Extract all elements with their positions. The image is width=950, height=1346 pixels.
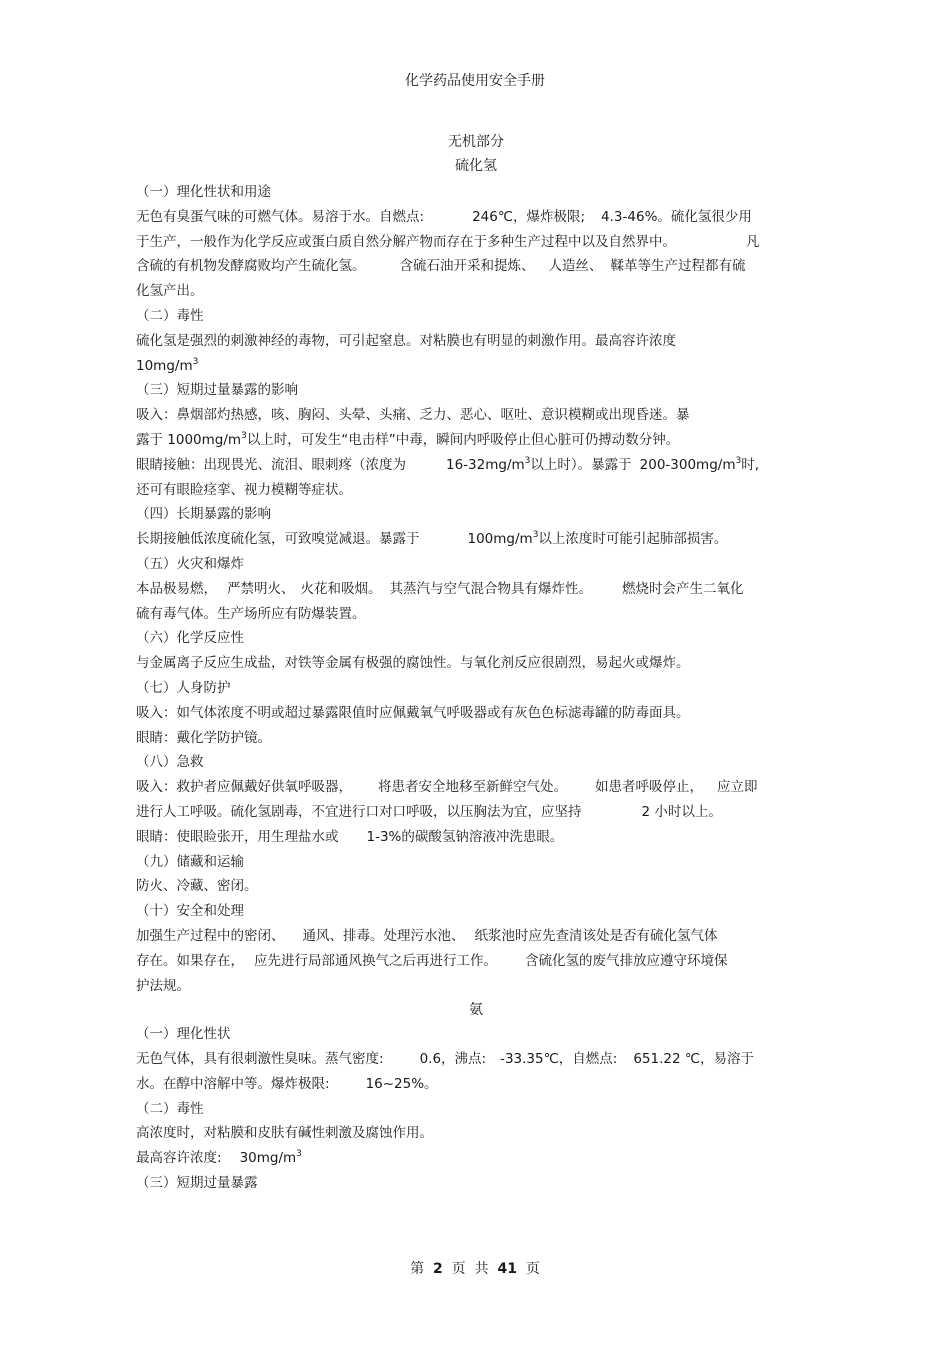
paragraph-line: 高浓度时，对粘膜和皮肤有碱性刺激及腐蚀作用。 xyxy=(136,1125,433,1142)
paragraph-line: 存在。如果存在， 应先进行局部通风换气之后再进行工作。 含硫化氢的废气排放应遵守环境保 xyxy=(136,952,728,969)
section-heading: （一）理化性状 xyxy=(136,1026,231,1043)
section-heading: （四）长期暴露的影响 xyxy=(136,506,271,523)
section-heading: （八）急救 xyxy=(136,754,204,771)
paragraph-line: 吸入：救护者应佩戴好供氧呼吸器， 将患者安全地移至新鲜空气处。 如患者呼吸停止， 应立即 xyxy=(136,779,758,796)
paragraph-line: 硫化氢是强烈的刺激神经的毒物，可引起窒息。对粘膜也有明显的刺激作用。最高容许浓度 xyxy=(136,332,676,349)
total-page-count: 41 xyxy=(497,1261,517,1277)
superscript: 3 xyxy=(296,1149,302,1160)
paragraph-line: 无色有臭蛋气味的可燃气体。易溶于水。自燃点: 246℃，爆炸极限; 4.3-46%。硫化氢很少用 xyxy=(136,208,752,225)
page-footer: 第 2 页 共 41 页 xyxy=(410,1261,540,1277)
section-heading: （十）安全和处理 xyxy=(136,903,244,920)
paragraph-line: 防火、冷藏、密闭。 xyxy=(136,878,258,895)
paragraph-line: 护法规。 xyxy=(136,977,190,994)
superscript: 3 xyxy=(241,430,247,441)
section-heading: （二）毒性 xyxy=(136,307,204,324)
part-title: 无机部分 xyxy=(448,134,504,150)
chemical-name-nh3: 氨 xyxy=(469,1002,483,1019)
section-heading: （六）化学反应性 xyxy=(136,630,244,647)
paragraph-line: 于生产，一般作为化学反应或蛋白质自然分解产物而存在于多种生产过程中以及自然界中。 凡 xyxy=(136,233,760,250)
section-heading: （五）火灾和爆炸 xyxy=(136,555,244,572)
section-heading: （三）短期过量暴露的影响 xyxy=(136,382,298,399)
paragraph-line: 化氢产出。 xyxy=(136,283,204,300)
superscript: 3 xyxy=(735,455,742,466)
paragraph-line: 硫有毒气体。生产场所应有防爆装置。 xyxy=(136,605,366,622)
paragraph-line: 吸入：如气体浓度不明或超过暴露限值时应佩戴氧气呼吸器或有灰色色标滤毒罐的防毒面具。 xyxy=(136,704,690,721)
paragraph-line: 无色气体，具有很刺激性臭味。蒸气密度: 0.6，沸点: -33.35℃，自燃点: 651.22 ℃，易溶于 xyxy=(136,1051,755,1068)
document-title: 化学药品使用安全手册 xyxy=(405,73,545,89)
paragraph-line: 含硫的有机物发酵腐败均产生硫化氢。 含硫石油开采和提炼、 人造丝、 鞣革等生产过程都有硫 xyxy=(136,258,746,275)
paragraph-line: 眼睛：戴化学防护镜。 xyxy=(136,729,271,746)
paragraph-line: 加强生产过程中的密闭、 通风、排毒。处理污水池、 纸浆池时应先查清该处是否有硫化氢气体 xyxy=(136,927,718,944)
section-heading: （九）储藏和运输 xyxy=(136,853,244,870)
paragraph-line: 与金属离子反应生成盐，对铁等金属有极强的腐蚀性。与氧化剂反应很剧烈，易起火或爆炸。 xyxy=(136,655,690,672)
paragraph-line: 露于 $1000mg/m^3$以上时，可发生“电击样”中毒，瞬间内呼吸停止但心脏可仍搏动数分钟。 xyxy=(136,430,680,448)
section-heading: （七）人身防护 xyxy=(136,679,231,696)
paragraph-line: 吸入：鼻烟部灼热感，咳、胸闷、头晕、头痛、乏力、恶心、呕吐、意识模糊或出现昏迷。暴 xyxy=(136,407,690,424)
section-heading: （三）短期过量暴露 xyxy=(136,1175,258,1192)
superscript: 3 xyxy=(532,530,539,541)
section-heading: （一）理化性状和用途 xyxy=(136,184,271,200)
paragraph-line: 最高容许浓度: $30mg/m^3$ xyxy=(136,1149,302,1167)
section-heading: （二）毒性 xyxy=(136,1100,204,1117)
paragraph-line: 眼睛：使眼睑张开，用生理盐水或 1-3%的碳酸氢钠溶液冲洗患眼。 xyxy=(136,828,564,845)
superscript: 3 xyxy=(192,356,199,367)
paragraph-line: 水。在醇中溶解中等。爆炸极限: 16~25%。 xyxy=(136,1075,438,1092)
paragraph-line: $10mg/m^3$ xyxy=(136,356,199,374)
chemical-name-h2s: 硫化氢 xyxy=(455,158,497,174)
document-body xyxy=(136,130,816,1196)
current-page-number: 2 xyxy=(433,1261,443,1277)
paragraph-line: 本品极易燃， 严禁明火、 火花和吸烟。 其蒸汽与空气混合物具有爆炸性。 燃烧时会产生二氧化 xyxy=(136,580,744,597)
paragraph-line: 还可有眼睑痉挛、视力模糊等症状。 xyxy=(136,481,352,498)
paragraph-line: 进行人工呼吸。硫化氢剧毒，不宜进行口对口呼吸，以压胸法为宜，应坚持 2 小时以上。 xyxy=(136,803,722,820)
superscript: 3 xyxy=(524,455,531,466)
paragraph-line: 长期接触低浓度硫化氢，可致嗅觉减退。暴露于 $100mg/m^3$以上浓度时可能引起肺部损害。 xyxy=(136,530,728,548)
paragraph-line: 眼睛接触：出现畏光、流泪、眼刺疼（浓度为 $16-32mg/m^3$以上时）。暴露于 $200-300mg/m^3$时, xyxy=(136,455,759,473)
